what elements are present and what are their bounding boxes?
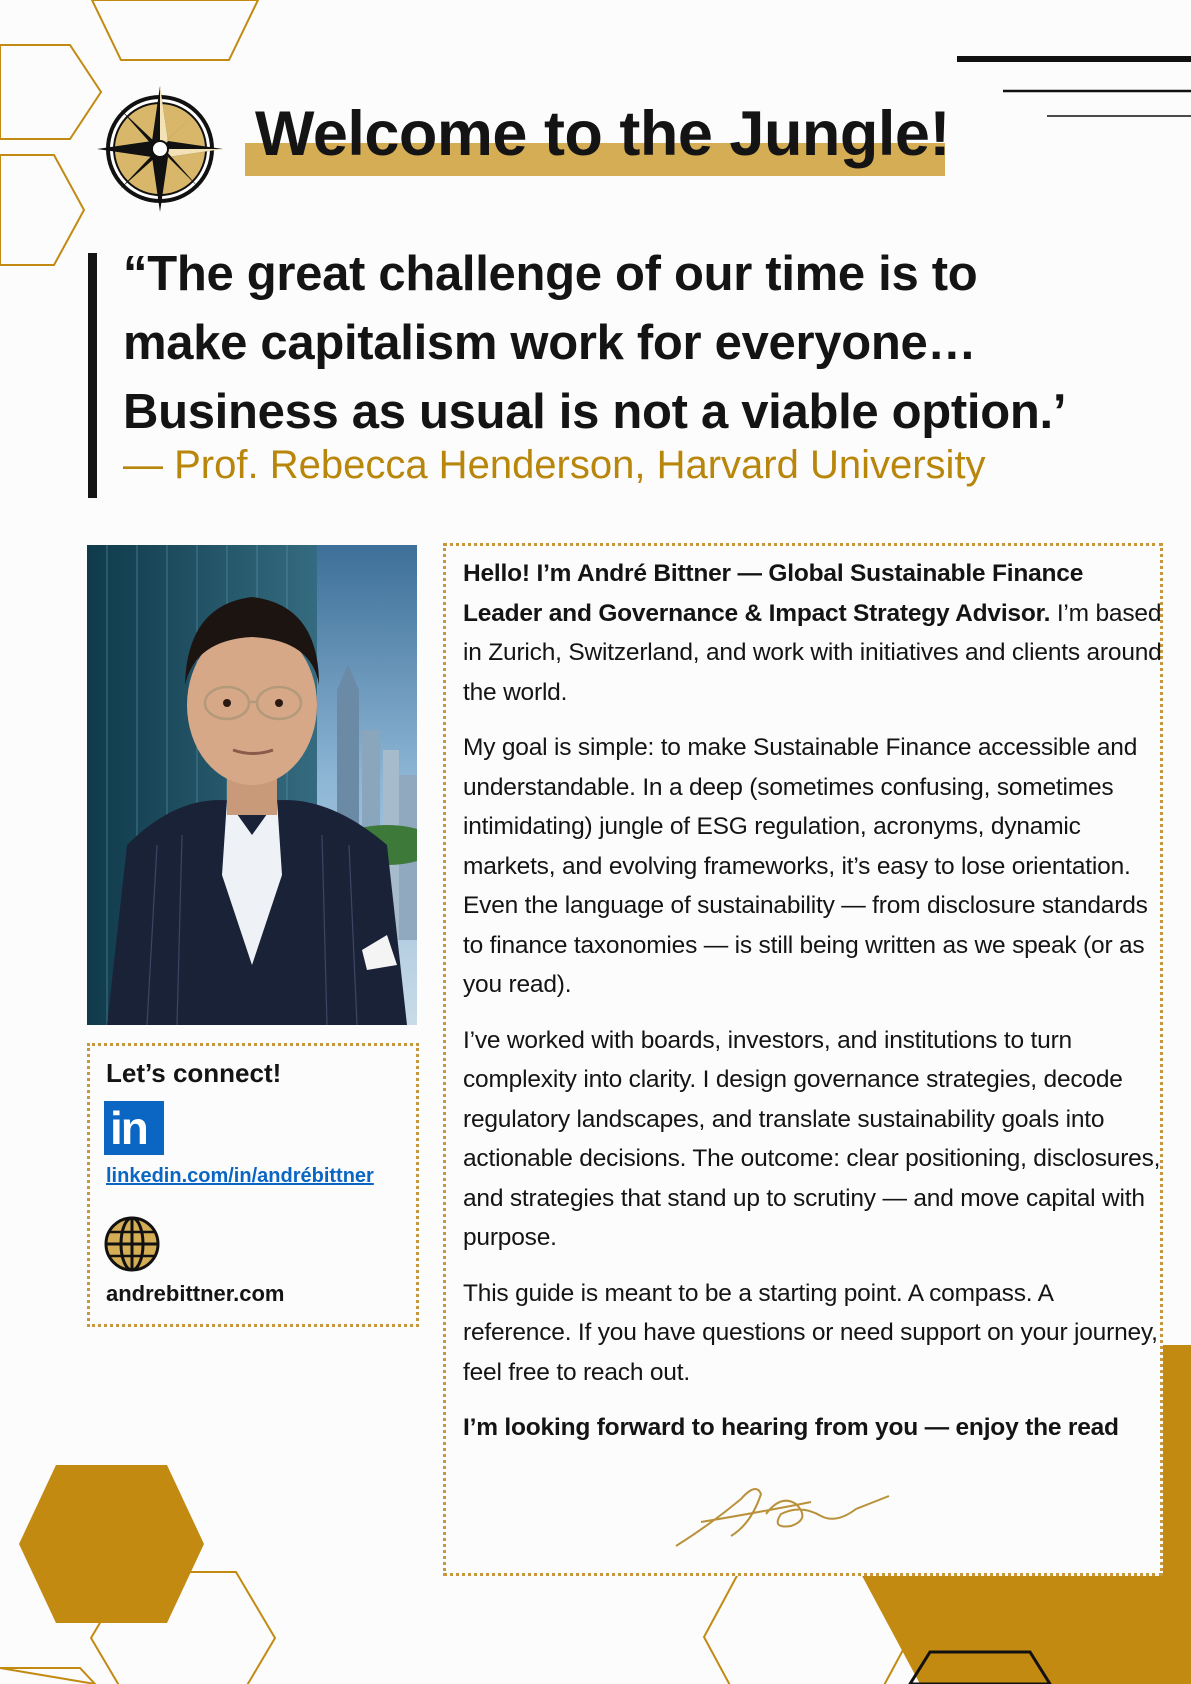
bio-paragraph-3: I’ve worked with boards, investors, and institutions to turn complexity into clarity. I design governance strategies, decode regulatory landscapes, and translate sustainability goals into actionable decisions. The outcome: clear positioning, disclosures, and strategies that stand up to scrutiny — and move capital with purpose. — [463, 1026, 1161, 1251]
page-title: Welcome to the Jungle! — [255, 99, 950, 169]
bio-intro-bold: Hello! I’m André Bittner — Global Sustainable Finance Leader and Governance & Impact Strategy Advisor. — [463, 560, 1084, 627]
bio-intro — [463, 554, 1163, 712]
connect-box — [87, 1043, 419, 1327]
bio-closing: I’m looking forward to hearing from you — enjoy the read — [463, 1414, 1119, 1441]
website-link[interactable]: andrebittner.com — [106, 1281, 285, 1306]
author-portrait — [87, 545, 417, 1025]
bio-text — [463, 554, 1163, 1464]
bio-paragraph-2: My goal is simple: to make Sustainable Finance accessible and understandable. In a deep (sometimes confusing, sometimes intimidating) jungle of ESG regulation, acronyms, dynamic markets, and evolving frameworks, it’s easy to lose orientation. Even the language of sustainability — from disclosure standards to finance taxonomies — is still being written as we speak (or as you read). — [463, 734, 1148, 998]
bio-paragraph-4: This guide is meant to be a starting point. A compass. A reference. If you have questions or need support on your journey, feel free to reach out. — [463, 1279, 1158, 1386]
quote-text — [123, 240, 1183, 447]
quote-line-1: “The great challenge of our time is to — [123, 247, 978, 301]
compass-icon — [97, 86, 223, 212]
quote-attribution: — Prof. Rebecca Henderson, Harvard University — [123, 443, 986, 487]
connect-title: Let’s connect! — [106, 1058, 282, 1088]
linkedin-icon[interactable]: in — [104, 1101, 164, 1155]
linkedin-link[interactable]: linkedin.com/in/andrébittner — [106, 1165, 374, 1187]
bio-box — [443, 543, 1163, 1576]
bio-intro-rest: I’m based in Zurich, Switzerland, and work with initiatives and clients around the world. — [463, 599, 1162, 706]
quote-bar — [88, 253, 97, 498]
quote-line-2: make capitalism work for everyone… — [123, 316, 977, 370]
quote-line-3: Business as usual is not a viable option.’ — [123, 385, 1067, 439]
globe-icon[interactable] — [104, 1216, 160, 1272]
signature — [671, 1474, 901, 1554]
